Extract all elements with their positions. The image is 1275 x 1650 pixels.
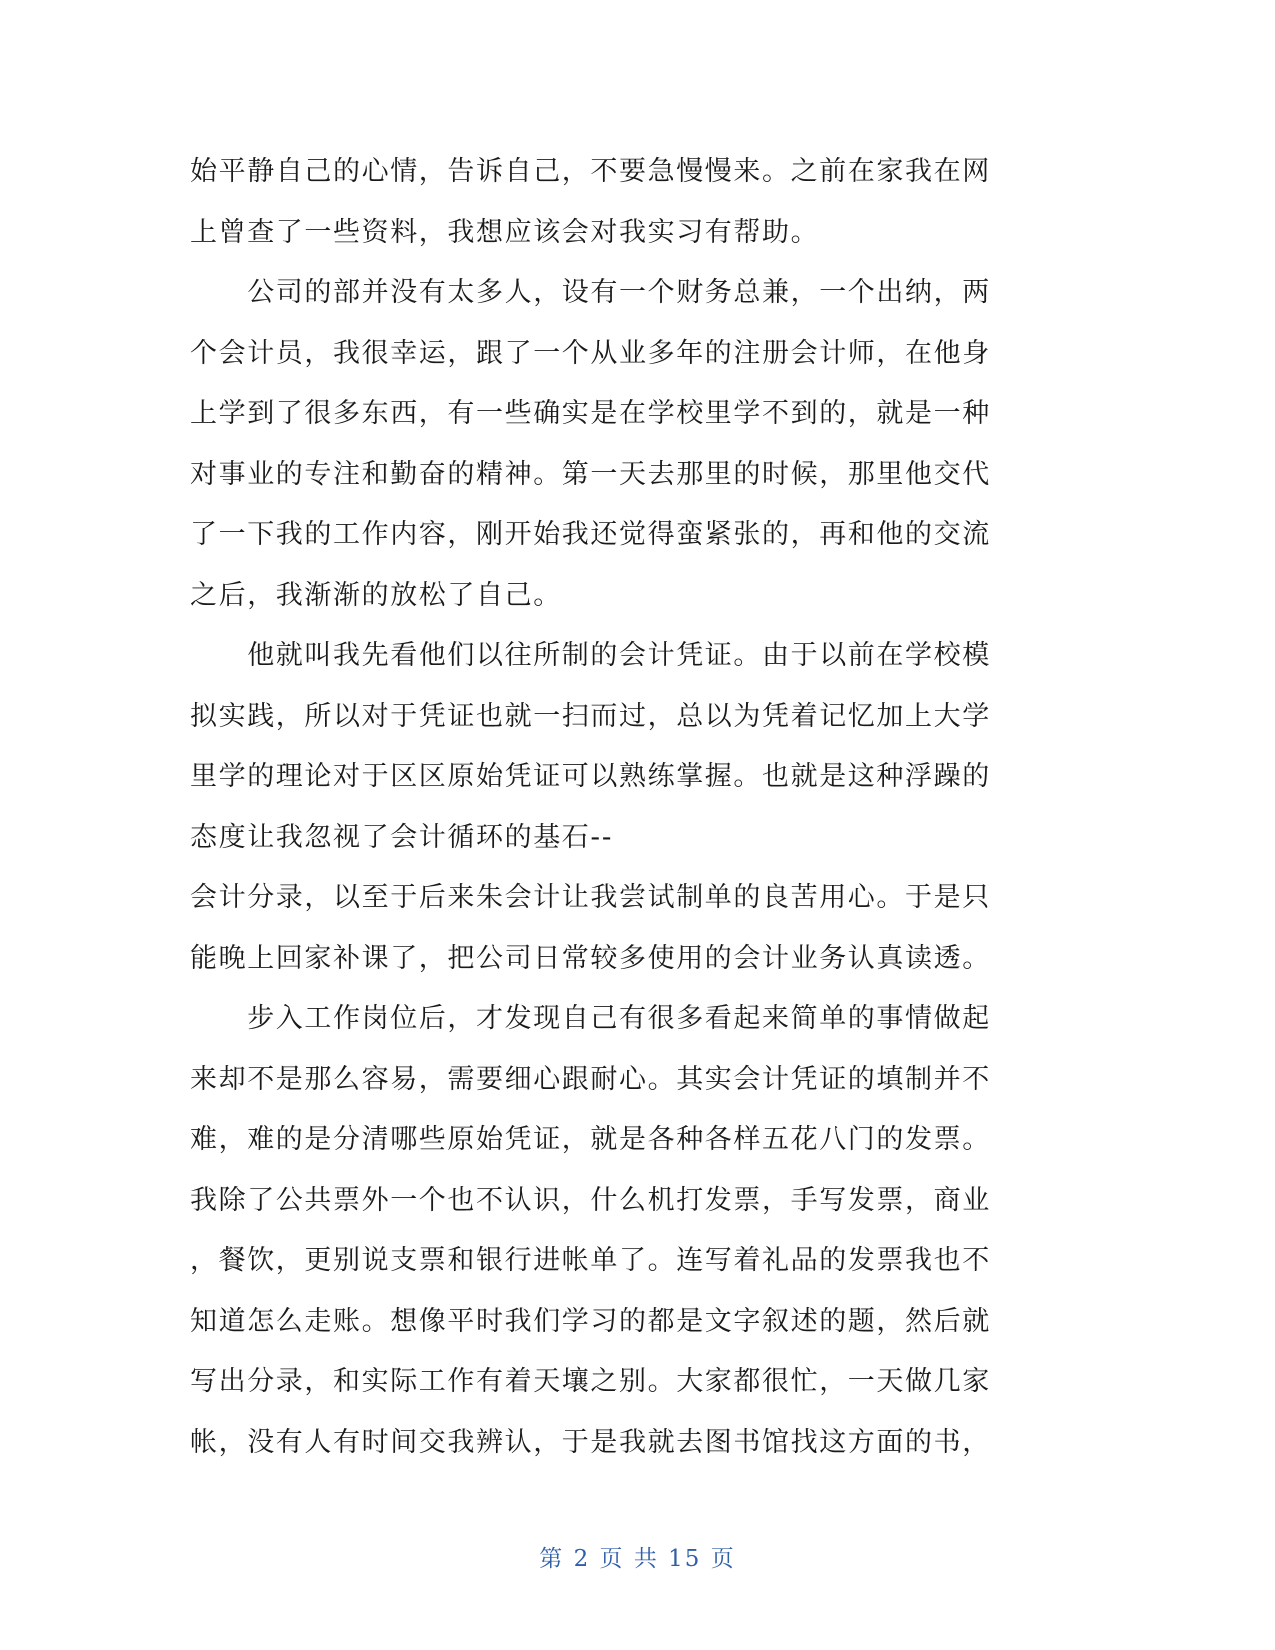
text-line: 态度让我忽视了会计循环的基石-- — [190, 821, 614, 853]
text-line: 个会计员，我很幸运，跟了一个从业多年的注册会计师，在他身 — [190, 337, 991, 369]
text-line: 公司的部并没有太多人，设有一个财务总兼，一个出纳，两 — [190, 277, 991, 308]
text-line: 始平静自己的心情，告诉自己，不要急慢慢来。之前在家我在网 — [190, 156, 991, 187]
text-line: 对事业的专注和勤奋的精神。第一天去那里的时候，那里他交代 — [190, 458, 991, 490]
page-number-label: 第 2 页 共 15 页 — [539, 1546, 736, 1572]
text-line: 帐，没有人有时间交我辨认，于是我就去图书馆找这方面的书， — [190, 1426, 991, 1458]
text-line: 来却不是那么容易，需要细心跟耐心。其实会计凭证的填制并不 — [190, 1063, 991, 1095]
text-line: 里学的理论对于区区原始凭证可以熟练掌握。也就是这种浮躁的 — [190, 761, 991, 792]
text-line: 他就叫我先看他们以往所制的会计凭证。由于以前在学校模 — [190, 640, 991, 671]
text-line: 能晚上回家补课了，把公司日常较多使用的会计业务认真读透。 — [190, 942, 991, 974]
text-line: 我除了公共票外一个也不认识，什么机打发票，手写发票，商业 — [190, 1184, 991, 1216]
text-line: 了一下我的工作内容，刚开始我还觉得蛮紧张的，再和他的交流 — [190, 519, 991, 550]
page-footer — [0, 1540, 1275, 1573]
text-line: 难，难的是分清哪些原始凭证，就是各种各样五花八门的发票。 — [190, 1124, 991, 1155]
text-line: 上曾查了一些资料，我想应该会对我实习有帮助。 — [190, 216, 820, 248]
document-body — [190, 142, 1070, 1473]
text-line: 写出分录，和实际工作有着天壤之别。大家都很忙，一天做几家 — [190, 1366, 991, 1397]
text-line: 会计分录，以至于后来朱会计让我尝试制单的良苦用心。于是只 — [190, 882, 991, 913]
text-line: 步入工作岗位后，才发现自己有很多看起来简单的事情做起 — [190, 1003, 991, 1034]
text-line: ，餐饮，更别说支票和银行进帐单了。连写着礼品的发票我也不 — [190, 1245, 991, 1276]
text-line: 拟实践，所以对于凭证也就一扫而过，总以为凭着记忆加上大学 — [190, 700, 991, 732]
text-line: 之后，我渐渐的放松了自己。 — [190, 579, 562, 611]
text-line: 上学到了很多东西，有一些确实是在学校里学不到的，就是一种 — [190, 398, 991, 429]
text-line: 知道怎么走账。想像平时我们学习的都是文字叙述的题，然后就 — [190, 1305, 991, 1337]
